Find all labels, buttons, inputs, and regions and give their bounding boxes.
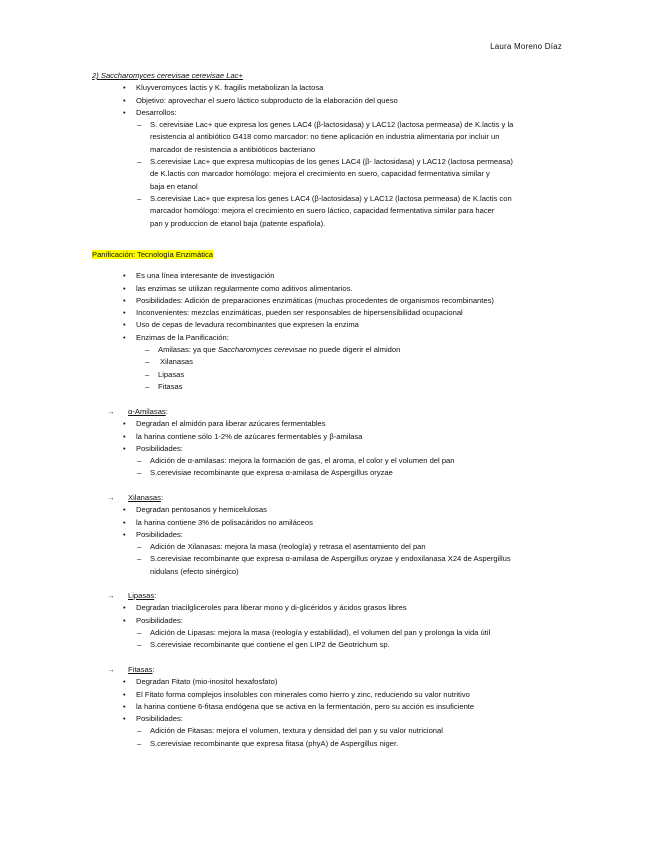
list-item: • Enzimas de la Panificación: <box>123 332 229 342</box>
arrow-icon: → <box>107 493 115 502</box>
list-item: • Degradan el almidón para liberar azúcares fermentables <box>123 419 326 429</box>
sub-list-item: – Lipasas <box>145 369 185 379</box>
section-xilanasas <box>0 492 655 578</box>
list-item: • Degradan pentosanos y hemicelulosas <box>123 505 267 515</box>
list-item: • Degradan Fitato (mio-inositol hexafosfato) <box>123 677 278 687</box>
sub-list-item-cont: marcador homólogo: mejora el crecimiento en suero láctico, capacidad fermentativa similar para hacer <box>150 206 495 216</box>
list-item: • Kluyveromyces lactis y K. fragilis metabolizan la lactosa <box>123 83 324 93</box>
list-item: • la harina contiene sólo 1-2% de azúcares fermentables y β-amilasa <box>123 431 363 441</box>
list-item: • Uso de cepas de levadura recombinantes que expresen la enzima <box>123 320 359 330</box>
section-heading: → Xilanasas: <box>0 492 655 504</box>
sub-list-item-cont: nidulans (efecto sinérgico) <box>150 566 239 576</box>
list-item: • Desarrollos: <box>123 107 177 117</box>
sub-list-item: – S.cerevisiae recombinante que expresa α-amilasa de Aspergillus oryzae <box>137 468 393 478</box>
arrow-icon: → <box>107 665 115 674</box>
section-lipasas <box>0 590 655 651</box>
section-title <box>0 249 655 261</box>
arrow-icon: → <box>107 591 115 600</box>
section-alfa-amilasas <box>0 406 655 480</box>
sub-list-item: – S.cerevisiae Lac+ que expresa multicopias de los genes LAC4 (β- lactosidasa) y LAC12 (lactosa permeasa) <box>137 157 513 167</box>
sub-list-item: – Fitasas <box>145 381 183 391</box>
list-item: • las enzimas se utilizan regularmente como aditivos alimentarios. <box>123 283 353 293</box>
sub-list-item: – Adición de Fitasas: mejora el volumen, textura y densidad del pan y su valor nutricional <box>137 726 443 736</box>
section-saccharomyces-lac <box>0 70 655 230</box>
sub-list-item: – S.cerevisiae Lac+ que expresa los genes LAC4 (β-lactosidasa) y LAC12 (lactosa permeasa) de K.lactis con <box>137 193 512 203</box>
section-title <box>0 70 655 82</box>
list-item: • la harina contiene 3% de polisacáridos no amiláceos <box>123 517 313 527</box>
list-item: • Posibilidades: <box>123 714 183 724</box>
list-item: • la harina contiene 6-fitasa endógena que se activa en la fermentación, pero su acción es insuficiente <box>123 701 475 711</box>
list-item: • Inconvenientes: mezclas enzimáticas, pueden ser responsables de hipersensibilidad ocupacional <box>123 308 463 318</box>
section-number: 2) <box>92 71 101 80</box>
list-item: • El Fitato forma complejos insolubles con minerales como hierro y zinc, reduciendo su valor nutritivo <box>123 689 470 699</box>
section-title-text: Saccharomyces cerevisae cerevisae Lac+ <box>100 71 243 80</box>
list-item: • Objetivo: aprovechar el suero láctico subproducto de la elaboración del queso <box>123 95 398 105</box>
sub-list-item: – S.cerevisiae recombinante que expresa α-amilasa de Aspergillus oryzae y endoxilanasa X24 de Aspergillus <box>137 554 511 564</box>
list-item: • Degradan triacilgliceroles para liberar mono y di-glicéridos y ácidos grasos libres <box>123 603 407 613</box>
section-heading: → α-Amilasas: <box>0 406 655 418</box>
sub-list-item: – Adición de α-amilasas: mejora la formación de gas, el aroma, el color y el volumen del pan <box>137 456 455 466</box>
arrow-icon: → <box>107 407 115 416</box>
sub-list-item-cont: resistencia al antibiótico G418 como marcador: no tiene aplicación en industria alimentaria por incluir un <box>150 132 500 142</box>
list-item: • Posibilidades: <box>123 443 183 453</box>
section-panificacion <box>0 249 655 393</box>
list-item: • Posibilidades: Adición de preparaciones enzimáticas (muchas procedentes de organismos recombinantes) <box>123 295 494 305</box>
section-heading: → Fitasas: <box>0 664 655 676</box>
list-item: • Es una línea interesante de investigación <box>123 271 275 281</box>
sub-list-item-cont: marcador de resistencia a antibióticos bacteriano <box>150 144 316 154</box>
sub-list-item-cont: pan y produccion de etanol baja (patente española). <box>150 218 326 228</box>
author-name: Laura Moreno Díaz <box>490 42 562 51</box>
section-title-highlighted: Panificación: Tecnología Enzimática <box>92 250 214 259</box>
section-fitasas <box>0 664 655 750</box>
list-item: • Posibilidades: <box>123 529 183 539</box>
list-item: • Posibilidades: <box>123 615 183 625</box>
sub-list-item: – S.cerevisiae recombinante que expresa fitasa (phyA) de Aspergillus niger. <box>137 738 399 748</box>
sub-list-item: – Amilasas: ya que Saccharomyces cerevisae no puede digerir el almidon <box>145 345 401 355</box>
sub-list-item-cont: de K.lactis con marcador homólogo: mejora el crecimiento en suero, capacidad fermentativa similar y <box>150 169 490 179</box>
sub-list-item: – Adición de Xilanasas: mejora la masa (reología) y retrasa el asentamiento del pan <box>137 542 426 552</box>
section-heading: → Lipasas: <box>0 590 655 602</box>
sub-list-item: – S.cerevisiae recombinante que contiene el gen LIP2 de Geotrichum sp. <box>137 640 390 650</box>
sub-list-item-cont: baja en etanol <box>150 181 198 191</box>
sub-list-item: – Xilanasas <box>145 357 193 367</box>
sub-list-item: – Adición de Lipasas: mejora la masa (reología y estabilidad), el volumen del pan y prolonga la vida útil <box>137 627 491 637</box>
sub-list-item: – S. cerevisiae Lac+ que expresa los genes LAC4 (β-lactosidasa) y LAC12 (lactosa permeasa) de K.lactis y la <box>137 120 514 130</box>
